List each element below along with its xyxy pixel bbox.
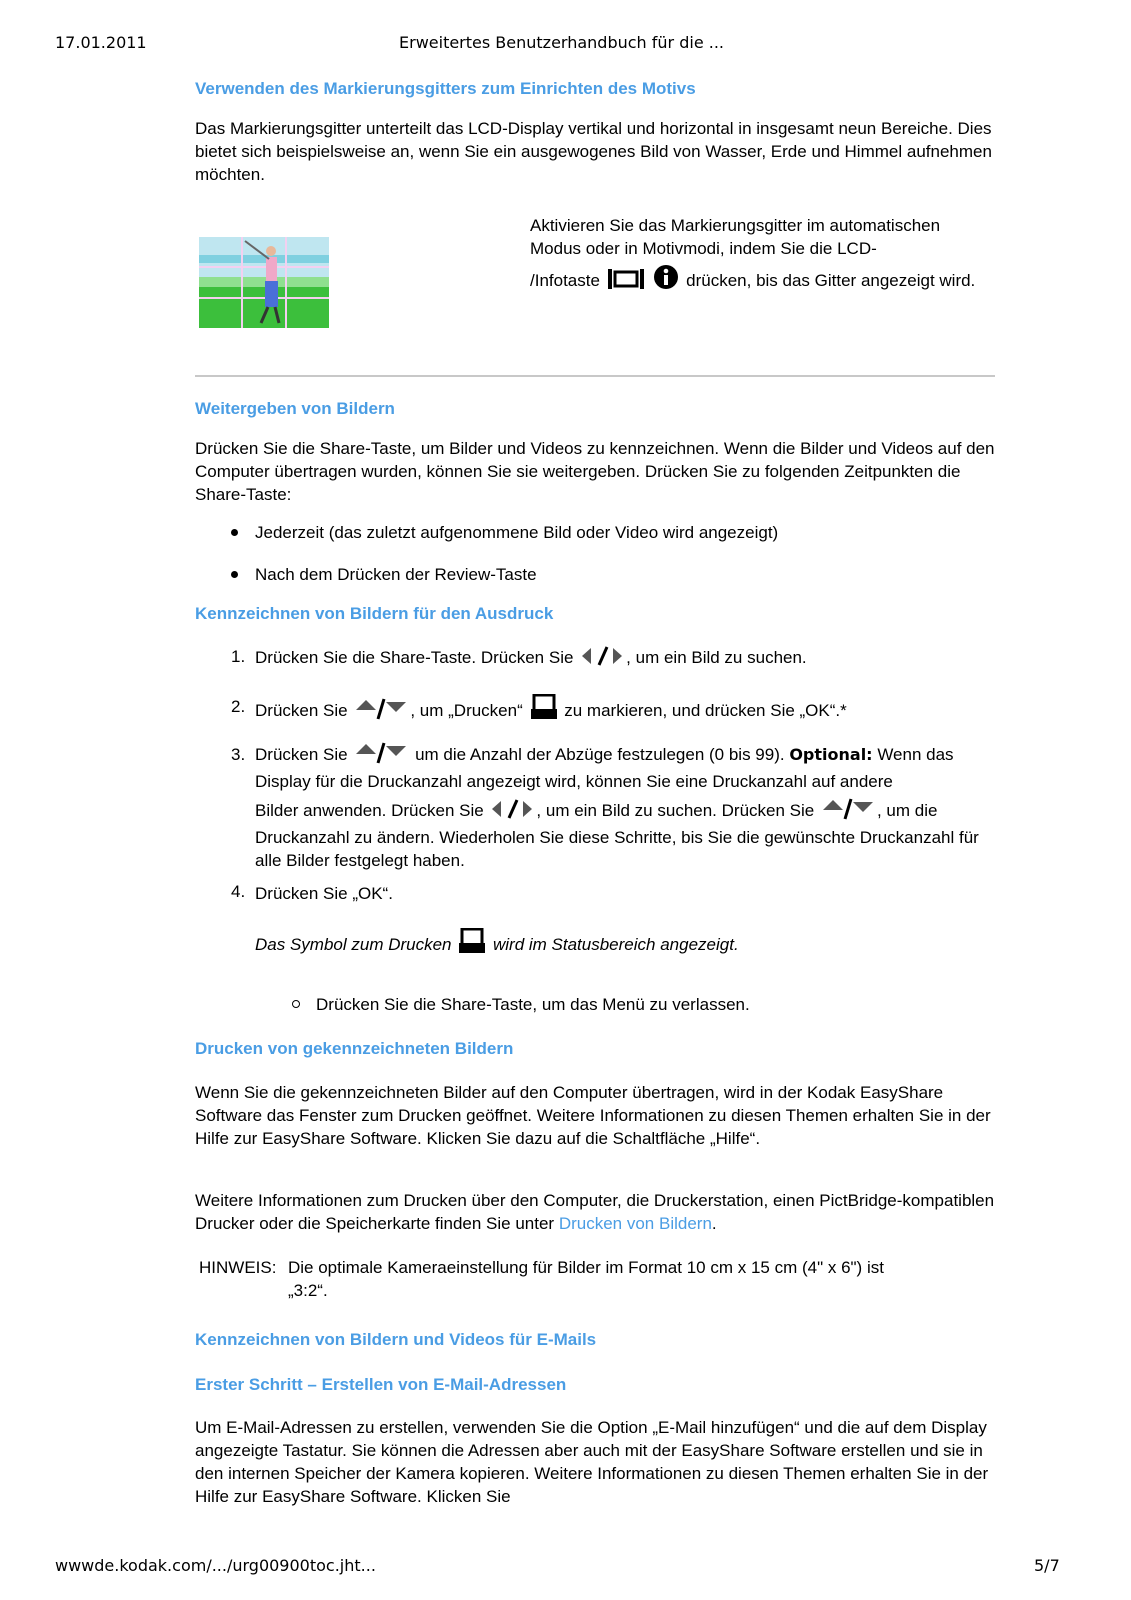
print-symbol-note: Das Symbol zum Drucken wird im Statusbereich angezeigt. <box>255 928 739 960</box>
up-down-arrows-icon <box>354 742 408 770</box>
step-4: Drücken Sie „OK“. <box>255 884 393 903</box>
lcd-button-icon <box>607 268 645 296</box>
page-header-title: Erweitertes Benutzerhandbuch für die ... <box>399 33 724 52</box>
section-heading-print-tag: Kennzeichnen von Bildern für den Ausdruck <box>195 604 554 623</box>
paragraph-print-2: Weitere Informationen zum Drucken über den Computer, die Druckerstation, einen PictBridge-kompatiblen Drucker oder die Speicherkarte finden Sie unter Drucken von Bildern. <box>195 1191 995 1233</box>
note-text-cont: „3:2“. <box>288 1281 328 1300</box>
subheading-email-addresses: Erster Schritt – Erstellen von E-Mail-Adressen <box>195 1375 567 1394</box>
left-right-arrows-icon <box>580 645 624 673</box>
up-down-arrows-icon <box>821 798 875 826</box>
step-2: Drücken Sie , um „Drucken“ zu markieren, und drücken Sie „OK“.* <box>255 694 847 726</box>
grid-instruction: Aktivieren Sie das Markierungsgitter im automatischen Modus oder in Motivmodi, indem Sie die LCD- /Infotaste drücken, bis das Gitter angezeigt wird. <box>530 214 990 296</box>
section-heading-email: Kennzeichnen von Bildern und Videos für E-Mails <box>195 1330 597 1349</box>
step-number: 2. <box>231 697 246 716</box>
bullet-marker <box>231 529 238 536</box>
grid-example-image <box>199 237 329 328</box>
print-date: 17.01.2011 <box>55 33 147 52</box>
list-item: Jederzeit (das zuletzt aufgenommene Bild oder Video wird angezeigt) <box>255 523 779 542</box>
left-right-arrows-icon <box>490 798 534 826</box>
list-item: Drücken Sie die Share-Taste, um das Menü zu verlassen. <box>316 995 750 1014</box>
up-down-arrows-icon <box>354 698 408 726</box>
note-label: HINWEIS: <box>199 1258 277 1277</box>
section-heading-print: Drucken von gekennzeichneten Bildern <box>195 1039 514 1058</box>
paragraph-grid: Das Markierungsgitter unterteilt das LCD-Display vertikal und horizontal in insgesamt neun Bereiche. Dies bietet sich beispielsweise an, wenn Sie ein ausgewogenes Bild von Wasser, Erde und Himmel aufnehmen möchten. <box>195 119 992 184</box>
footer-url: wwwde.kodak.com/.../urg00900toc.jht... <box>55 1556 376 1575</box>
step-number: 4. <box>231 882 246 901</box>
bullet-marker <box>231 571 238 578</box>
section-heading-grid: Verwenden des Markierungsgitters zum Einrichten des Motivs <box>195 79 696 98</box>
section-heading-share: Weitergeben von Bildern <box>195 399 395 418</box>
paragraph-print-1: Wenn Sie die gekennzeichneten Bilder auf den Computer übertragen, wird in der Kodak EasyShare Software das Fenster zum Drucken geöffnet. Weitere Informationen zu diesen Themen erhalten Sie in der Hilfe zur EasyShare Software. Klicken Sie dazu auf die Schaltfläche „Hilfe“. <box>195 1083 991 1148</box>
print-icon <box>458 928 486 960</box>
print-icon <box>530 694 558 726</box>
note-text: Die optimale Kameraeinstellung für Bilder im Format 10 cm x 15 cm (4" x 6") ist <box>288 1258 884 1277</box>
link-drucken-von-bildern[interactable]: Drucken von Bildern <box>558 1214 712 1233</box>
section-divider <box>195 375 995 377</box>
step-number: 1. <box>231 647 246 666</box>
step-number: 3. <box>231 745 246 764</box>
step-3: Drücken Sie um die Anzahl der Abzüge festzulegen (0 bis 99). Optional: Wenn das Display für die Druckanzahl angezeigt wird, können Sie eine Druckanzahl auf andere Bilder anwenden. Drücken Sie , um ein Bild zu suchen. Drücken Sie , um die Druckanzahl zu ändern. Wiederholen Sie diese Schritte, bis Sie die gewünschte Druckanzahl für alle Bilder festgelegt haben. <box>255 742 1000 872</box>
list-item: Nach dem Drücken der Review-Taste <box>255 565 537 584</box>
page-number: 5/7 <box>1034 1556 1060 1575</box>
paragraph-share: Drücken Sie die Share-Taste, um Bilder und Videos zu kennzeichnen. Wenn die Bilder und Videos auf den Computer übertragen wurden, können Sie sie weitergeben. Drücken Sie zu folgenden Zeitpunkten die Share-Taste: <box>195 439 995 504</box>
info-icon <box>653 264 679 296</box>
paragraph-email: Um E-Mail-Adressen zu erstellen, verwenden Sie die Option „E-Mail hinzufügen“ und die auf dem Display angezeigte Tastatur. Sie können die Adressen aber auch mit der EasyShare Software erstellen und sie in den internen Speicher der Kamera kopieren. Weitere Informationen zu diesen Themen erhalten Sie in der Hilfe zur EasyShare Software. Klicken Sie <box>195 1418 989 1506</box>
sub-bullet-marker <box>292 1000 300 1008</box>
step-1: Drücken Sie die Share-Taste. Drücken Sie , um ein Bild zu suchen. <box>255 645 807 673</box>
